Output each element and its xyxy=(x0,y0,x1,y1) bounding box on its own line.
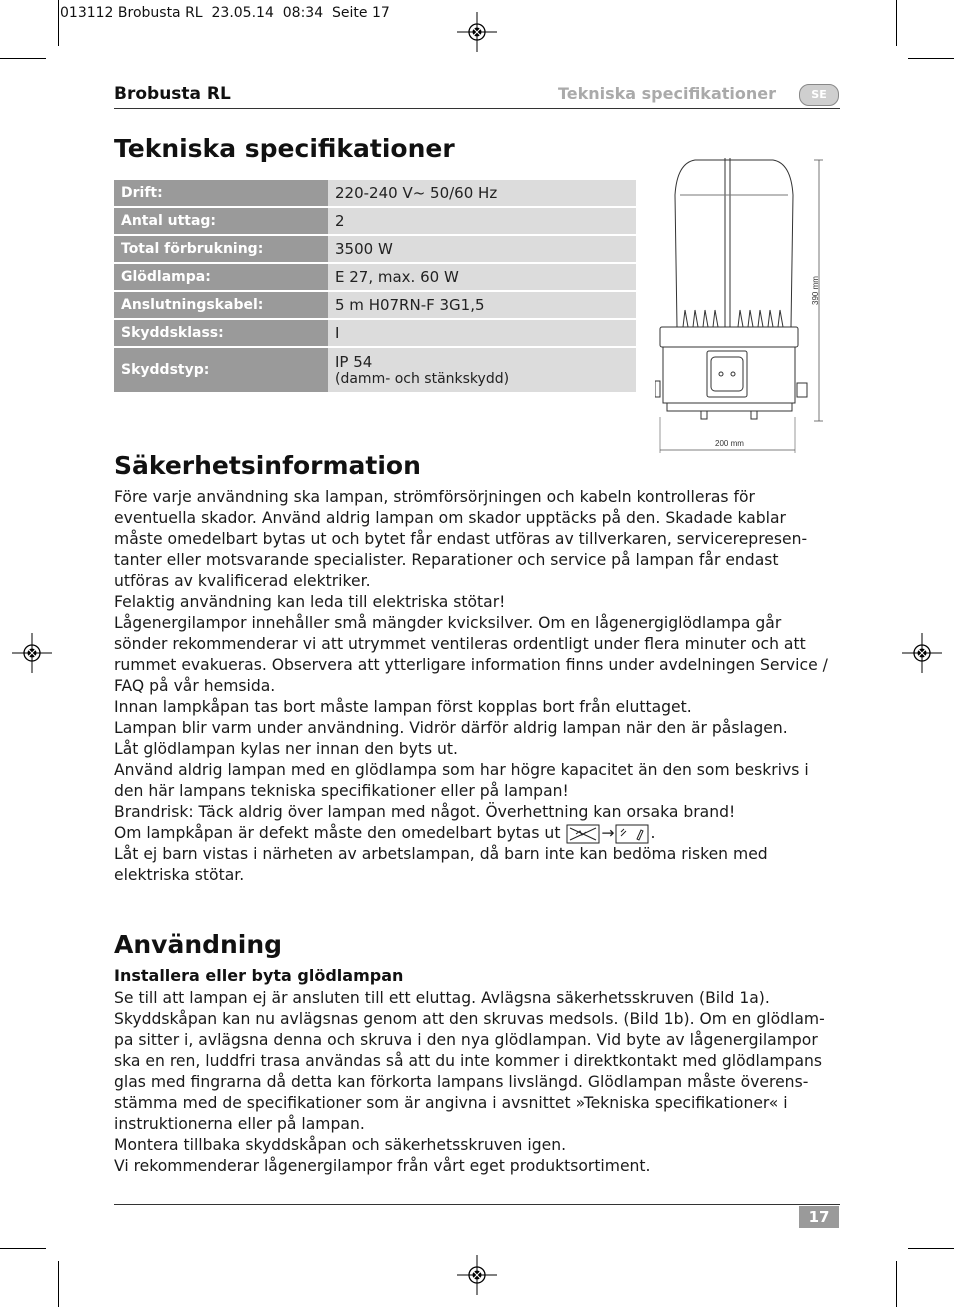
spec-label: Antal uttag: xyxy=(114,208,328,234)
header-product-name: Brobusta RL xyxy=(114,84,231,104)
text-line-with-icons xyxy=(114,823,840,844)
text-line: pa sitter i, avlägsna denna och skruva i den nya glödlampan. Vid byte av lågenergilampor xyxy=(114,1031,818,1049)
text-line: eventuella skador. Använd aldrig lampan om skador upptäcks på den. Skadade kablar xyxy=(114,509,786,527)
registration-mark-icon xyxy=(457,12,497,52)
table-row xyxy=(114,208,636,234)
text-line: Lampan blir varm under användning. Vidrör därför aldrig lampan när den är påslagen. xyxy=(114,719,788,737)
crop-mark xyxy=(0,1248,46,1249)
height-dimension-label: 390 mm xyxy=(811,276,820,305)
text-line: instruktionerna eller på lampan. xyxy=(114,1115,365,1133)
table-row xyxy=(114,236,636,262)
spec-value: 2 xyxy=(328,208,636,234)
text-line: den här lampans tekniska specifikationer eller på lampan! xyxy=(114,782,569,800)
spec-value xyxy=(328,348,636,392)
registration-mark-icon xyxy=(12,633,52,673)
registration-mark-icon xyxy=(902,633,942,673)
safety-text xyxy=(114,487,840,886)
text-line: Vi rekommenderar lågenergilampor från vårt eget produktsortiment. xyxy=(114,1157,651,1175)
crop-mark xyxy=(58,1261,59,1307)
text-line: tanter eller motsvarande specialister. Reparationer och service på lampan får endast xyxy=(114,551,779,569)
text-fragment: . xyxy=(650,824,656,842)
text-line: sönder rekommenderar vi att utrymmet ventileras ordentligt under flera minuter och att xyxy=(114,635,806,653)
text-line: Lågenergilampor innehåller små mängder kvicksilver. Om en lågenergiglödlampa går xyxy=(114,614,782,632)
crop-mark xyxy=(58,0,59,46)
specs-heading: Tekniska specifikationer xyxy=(114,134,455,163)
spec-value: 220-240 V~ 50/60 Hz xyxy=(328,180,636,206)
text-line: Brandrisk: Täck aldrig över lampan med något. Överhettning kan orsaka brand! xyxy=(114,803,736,821)
text-line: elektriska stötar. xyxy=(114,866,245,884)
crop-mark xyxy=(908,58,954,59)
specs-table xyxy=(114,178,636,394)
spec-value: E 27, max. 60 W xyxy=(328,264,636,290)
text-line: Se till att lampan ej är ansluten till ett eluttag. Avlägsna säkerhetsskruven (Bild 1a). xyxy=(114,989,770,1007)
crop-mark xyxy=(896,0,897,46)
usage-heading: Användning xyxy=(114,930,283,959)
spec-label: Skyddstyp: xyxy=(114,348,328,392)
crop-mark xyxy=(908,1248,954,1249)
print-slug: 013112 Brobusta RL 23.05.14 08:34 Seite 17 xyxy=(60,5,390,21)
icon-arrow: → xyxy=(601,824,615,842)
text-line: Felaktig användning kan leda till elektriska stötar! xyxy=(114,593,506,611)
spec-value: 5 m H07RN-F 3G1,5 xyxy=(328,292,636,318)
text-fragment: Om lampkåpan är defekt måste den omedelbart bytas ut xyxy=(114,824,561,842)
text-line: Montera tillbaka skyddskåpan och säkerhetsskruven igen. xyxy=(114,1136,567,1154)
text-line: Låt ej barn vistas i närheten av arbetslampan, då barn inte kan bedöma risken med xyxy=(114,845,768,863)
table-row xyxy=(114,320,636,346)
spec-value-line: IP 54 xyxy=(335,353,373,371)
text-line: ska en ren, luddfri trasa användas så att du inte kommer i direktkontakt med glödlampans xyxy=(114,1052,823,1070)
spec-label: Skyddsklass: xyxy=(114,320,328,346)
page-number: 17 xyxy=(799,1206,839,1228)
table-row xyxy=(114,180,636,206)
crop-mark xyxy=(0,58,46,59)
footer-rule xyxy=(114,1204,840,1205)
table-row xyxy=(114,264,636,290)
text-line: Innan lampkåpan tas bort måste lampan först kopplas bort från eluttaget. xyxy=(114,698,692,716)
language-badge: SE xyxy=(799,84,839,106)
text-line: rummet evakueras. Observera att ytterligare information finns under avdelningen Service / xyxy=(114,656,828,674)
usage-subheading: Installera eller byta glödlampan xyxy=(114,966,404,985)
text-line: Före varje användning ska lampan, strömförsörjningen och kabeln kontrolleras för xyxy=(114,488,755,506)
text-line: stämma med de specifikationer som är angivna i avsnittet »Tekniska specifikationer« i xyxy=(114,1094,788,1112)
text-line: måste omedelbart bytas ut och bytet får endast utföras av tillverkaren, servicerepresen- xyxy=(114,530,808,548)
spec-value: 3500 W xyxy=(328,236,636,262)
text-line: Låt glödlampan kylas ner innan den byts ut. xyxy=(114,740,458,758)
text-line: FAQ på vår hemsida. xyxy=(114,677,276,695)
spec-label: Glödlampa: xyxy=(114,264,328,290)
spec-label: Total förbrukning: xyxy=(114,236,328,262)
table-row xyxy=(114,348,636,392)
width-dimension-label: 200 mm xyxy=(715,439,744,448)
registration-mark-icon xyxy=(457,1255,497,1295)
table-row xyxy=(114,292,636,318)
broken-cover-icon xyxy=(566,824,600,844)
spec-value: I xyxy=(328,320,636,346)
text-line: Använd aldrig lampan med en glödlampa som har högre kapacitet än den som beskrivs i xyxy=(114,761,809,779)
header-rule xyxy=(114,108,840,109)
text-line: utföras av kvalificerad elektriker. xyxy=(114,572,371,590)
text-line: glas med fingrarna då detta kan förkorta lampans livslängd. Glödlampan måste överens- xyxy=(114,1073,809,1091)
safety-heading: Säkerhetsinformation xyxy=(114,451,421,480)
usage-text xyxy=(114,988,840,1177)
spec-label: Drift: xyxy=(114,180,328,206)
header-section-title: Tekniska specifikationer xyxy=(557,84,776,103)
text-line: Skyddskåpan kan nu avlägsnas genom att den skruvas medsols. (Bild 1b). Om en glödlam- xyxy=(114,1010,825,1028)
crop-mark xyxy=(896,1261,897,1307)
spec-value-note: (damm- och stänkskydd) xyxy=(335,371,510,387)
spec-label: Anslutningskabel: xyxy=(114,292,328,318)
lamp-dimension-drawing xyxy=(655,155,825,455)
new-cover-icon xyxy=(615,824,649,844)
